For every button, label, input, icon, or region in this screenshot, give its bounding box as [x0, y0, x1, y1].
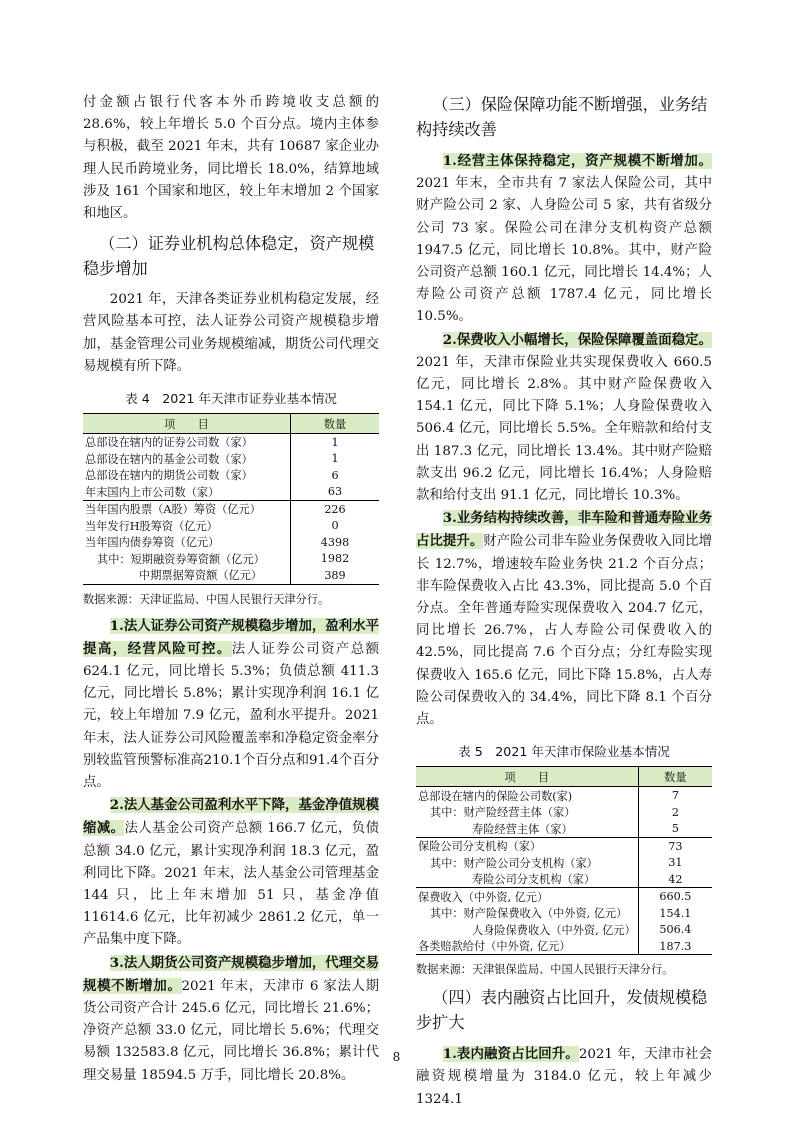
- table-row: [416, 854, 712, 871]
- row-label: 当年国内股票（A股）筹资（亿元）: [83, 501, 291, 518]
- table4-col-qty: 数量: [291, 414, 380, 434]
- table4-securities: [83, 413, 379, 585]
- row-label: 保费收入（中外资, 亿元）: [416, 888, 638, 905]
- paragraph-business-structure: [416, 507, 712, 731]
- paragraph-text: 2021 年末，全市共有 7 家法人保险公司，其中财产险公司 2 家、人身险公司 5 家，共有省级分公司 73 家。保险公司在津分支机构资产总额 1947.5 亿元，同比增长 10.8%。其中，财产险公司资产总额 160.1 亿元，同比增长 14.4%；人寿险公司资产总额 1787.4 亿元，同比增长 10.5%。: [416, 176, 712, 325]
- table-row: [416, 837, 712, 854]
- row-value: 389: [291, 567, 380, 584]
- table4-caption: 表 4 2021 年天津市证券业基本情况: [125, 391, 337, 407]
- table-row: [416, 804, 712, 821]
- row-label: 总部设在辖内的保险公司数(家): [418, 789, 573, 803]
- row-label: 其中：短期融资券筹资额（亿元）: [97, 552, 265, 566]
- highlight-heading: 3.业务结构持续改善，非车险和普通寿险业务占比提升。: [416, 510, 712, 550]
- row-label: 其中：财产险保费收入（中外资, 亿元）: [430, 907, 628, 921]
- table-row: [83, 534, 379, 551]
- paragraph-text: 2021 年末，天津市 6 家法人期货公司资产合计 245.6 亿元，同比增长 21.6%；净资产总额 33.0 亿元，同比增长 5.6%；代理交易额 132583.8 亿元，同比增长 36.8%；累计代理交易量 18594.5 万手，同比增长 20.8%。: [83, 978, 380, 1083]
- highlight-heading: 2.保费收入小幅增长，保险保障覆盖面稳定。: [442, 331, 712, 348]
- right-column: [416, 92, 712, 1111]
- table-row: [83, 484, 379, 501]
- paragraph-text: 2021 年，天津市保险业共实现保费收入 660.5 亿元，同比增长 2.8%。其中财产险保费收入 154.1 亿元，同比下降 5.1%；人身险保费收入 506.4 亿元，同比增长 5.5%。全年赔款和给付支出 187.3 亿元，同比增长 13.4%。其中财产险赔款支出 96.2 亿元，同比增长 16.4%；人身险赔款和给付支出 91.1 亿元，同比增长 10.3%。: [416, 354, 712, 504]
- row-value: 5: [638, 820, 712, 837]
- table5-insurance: [416, 766, 712, 955]
- table-row: [83, 467, 379, 484]
- table-row: [416, 871, 712, 888]
- table-row: [416, 938, 712, 955]
- highlight-heading: 1.经营主体保持稳定，资产规模不断增加。: [442, 153, 712, 169]
- row-label: 当年发行H股筹资（亿元）: [85, 519, 218, 533]
- table-row: [416, 888, 712, 905]
- table-row: [83, 451, 379, 468]
- paragraph-text: 法人证券公司资产总额 624.1 亿元，同比增长 5.3%；负债总额 411.3 亿元，同比增长 5.8%；累计实现净利润 16.1 亿元，较上年增加 7.9 亿元，盈利水平提升。2021 年末，法人证券公司风险覆盖率和净稳定资金率分别较监管预警标准高210.1个百分点和91.4个百分点。: [83, 641, 380, 790]
- table5-source: 数据来源：天津银保监局、中国人民银行天津分行。: [416, 963, 674, 977]
- row-label: 保险公司分支机构（家）: [416, 837, 638, 854]
- paragraph-cross-border: 付金额占银行代客本外币跨境收支总额的 28.6%，较上年增长 5.0 个百分点。境内主体参与积极，截至 2021 年末，共有 10687 家企业办理人民币跨境业务，同比增长 18.0%，结算地域涉及 161 个国家和地区，较上年末增加 2 个国家和地区。: [83, 95, 379, 222]
- row-value: 63: [291, 484, 380, 501]
- table5-caption: 表 5 2021 年天津市保险业基本情况: [458, 744, 670, 760]
- row-value: 42: [638, 871, 712, 888]
- table-row: [83, 551, 379, 568]
- paragraph-insurance-entities: [416, 150, 712, 329]
- row-label: 其中：财产险经营主体（家）: [430, 806, 576, 820]
- table-row: [416, 905, 712, 922]
- table-row: [83, 434, 379, 451]
- row-label: 总部设在辖内的基金公司数（家）: [85, 452, 253, 466]
- row-value: 660.5: [638, 888, 712, 905]
- table5-col-item: 项 目: [416, 767, 638, 787]
- row-value: 4398: [291, 534, 380, 551]
- paragraph-futures-firms: [83, 952, 379, 1087]
- row-label: 总部设在辖内的期货公司数（家）: [85, 469, 253, 483]
- table-row: [416, 787, 712, 804]
- row-label: 各类赔款给付（中外资, 亿元）: [416, 938, 638, 955]
- row-value: 506.4: [638, 921, 712, 938]
- paragraph-text: 财产险公司非车险业务保费收入同比增长 12.7%，增速较车险业务快 21.2 个百分点；非车险保费收入占比 43.3%，同比提高 5.0 个百分点。全年普通寿险实现保费收入 204.7 亿元，同比增长 26.7%，占人寿险公司保费收入的 42.5%，同比提高 7.6 个百分点；分红寿险实现保费收入 165.6 亿元，同比下降 15.8%，占人寿险公司保费收入的 34.4%，同比下降 8.1 个百分点。: [416, 534, 713, 728]
- highlight-heading: 1.法人证券公司资产规模稳步增加，盈利水平提高，经营风险可控。: [83, 617, 379, 657]
- row-label: 年末国内上市公司数（家）: [85, 485, 220, 499]
- row-value: 0: [291, 518, 380, 535]
- left-column: [83, 92, 379, 1087]
- paragraph-premium-income: [416, 329, 712, 508]
- page-number: 8: [392, 1050, 401, 1064]
- highlight-heading: 3.法人期货公司资产规模稳步增加，代理交易规模不断增加。: [83, 954, 379, 994]
- row-value: 6: [291, 467, 380, 484]
- row-value: 1: [291, 434, 380, 451]
- row-label: 总部设在辖内的证券公司数（家）: [85, 436, 253, 450]
- table-row: [416, 820, 712, 837]
- table-row: [83, 501, 379, 518]
- table-row: [83, 518, 379, 535]
- paragraph-text: 2021 年，天津市社会融资规模增量为 3184.0 亿元，较上年减少 1324.1: [416, 1047, 712, 1107]
- table5-col-qty: 数量: [638, 767, 712, 787]
- row-value: 7: [638, 787, 712, 804]
- row-value: 226: [291, 501, 380, 518]
- row-label: 人身险保费收入（中外资, 亿元）: [472, 923, 636, 937]
- row-label: 寿险公司分支机构（家）: [472, 873, 596, 887]
- row-value: 1982: [291, 551, 380, 568]
- row-label: 当年国内债券筹资（亿元）: [85, 536, 220, 550]
- row-value: 1: [291, 451, 380, 468]
- paragraph-securities-firms: [83, 615, 379, 795]
- row-label: 其中：财产险公司分支机构（家）: [430, 856, 598, 870]
- row-value: 2: [638, 804, 712, 821]
- table4-source: 数据来源：天津证监局、中国人民银行天津分行。: [83, 592, 330, 606]
- row-label: 中期票据筹资额（亿元）: [83, 567, 291, 584]
- section-heading-financing: （四）表内融资占比回升，发债规模稳步扩大: [416, 988, 708, 1033]
- row-value: 187.3: [638, 938, 712, 955]
- paragraph-text: 法人基金公司资产总额 166.7 亿元，负债总额 34.0 亿元，累计实现净利润 18.3 亿元，盈利同比下降。2021 年末，法人基金公司管理基金 144 只，比上年末增加 51 只，基金净值 11614.6 亿元，比年初减少 2861.2 亿元，单一产品集中度下降。: [83, 821, 379, 948]
- table-row: [416, 921, 712, 938]
- row-value: 154.1: [638, 905, 712, 922]
- paragraph-fund-firms: [83, 794, 379, 951]
- row-value: 31: [638, 854, 712, 871]
- row-label: 寿险经营主体（家）: [472, 822, 573, 836]
- section-heading-insurance: （三）保险保障功能不断增强，业务结构持续改善: [416, 95, 708, 139]
- paragraph-securities-intro: 2021 年，天津各类证券业机构稳定发展，经营风险基本可控，法人证券公司资产规模稳步增加，基金管理公司业务规模缩减，期货公司代理交易规模有所下降。: [83, 292, 379, 374]
- table-row: [83, 567, 379, 584]
- highlight-heading: 2.法人基金公司盈利水平下降，基金净值规模缩减。: [83, 797, 379, 837]
- row-value: 73: [638, 837, 712, 854]
- highlight-heading: 1.表内融资占比回升。: [442, 1046, 579, 1063]
- section-heading-securities: （二）证券业机构总体稳定，资产规模稳步增加: [83, 234, 375, 279]
- table4-col-item: 项 目: [83, 414, 291, 434]
